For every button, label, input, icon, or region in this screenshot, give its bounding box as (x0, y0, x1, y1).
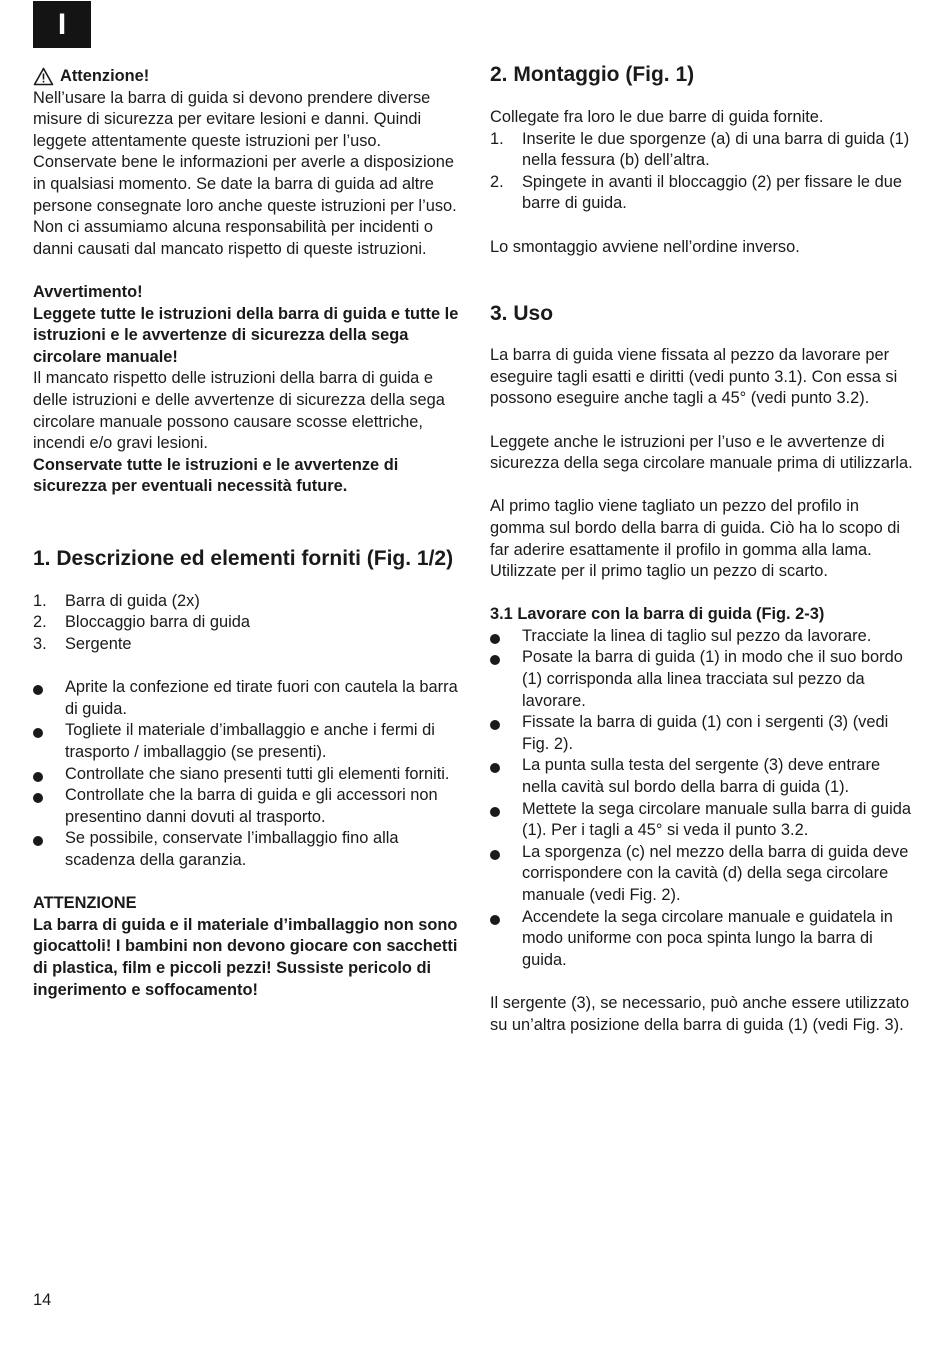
language-tab: I (33, 1, 91, 48)
list-item: Aprite la confezione ed tirate fuori con cautela la barra di guida. (33, 677, 461, 720)
list-item: 3. Sergente (33, 635, 132, 654)
left-column (33, 66, 461, 1001)
bullet-icon (490, 763, 500, 773)
list-item: Togliete il materiale d’imballaggio e anche i fermi di trasporto / imballaggio (se presenti). (33, 720, 461, 763)
section-3-1-outro: Il sergente (3), se necessario, può anche essere utilizzato su un’altra posizione della barra di guida (1) (vedi Fig. 3). (490, 993, 910, 1034)
list-item: Mettete la sega circolare manuale sulla barra di guida (1). Per i tagli a 45° si veda il punto 3.2. (490, 799, 918, 842)
list-item: La sporgenza (c) nel mezzo della barra di guida deve corrispondere con la cavità (d) della sega circolare manuale (vedi Fig. 2). (490, 842, 918, 907)
caution-title: ATTENZIONE (33, 894, 137, 913)
bullet-icon (33, 793, 43, 803)
right-column (490, 60, 918, 1036)
bullet-icon (490, 720, 500, 730)
bullet-icon (33, 685, 43, 695)
list-item: 1. Barra di guida (2x) (33, 591, 200, 610)
list-item: 2. Bloccaggio barra di guida (33, 613, 250, 632)
attention-heading (33, 66, 461, 88)
bullet-icon (490, 807, 500, 817)
attention-title: Attenzione! (60, 67, 150, 85)
list-item: Fissate la barra di guida (1) con i sergenti (3) (vedi Fig. 2). (490, 712, 918, 755)
page-number: 14 (33, 1291, 52, 1309)
bullet-icon (490, 850, 500, 860)
bullet-icon (33, 728, 43, 738)
bullet-icon (490, 655, 500, 665)
bullet-icon (490, 634, 500, 644)
list-item: Accendete la sega circolare manuale e guidatela in modo uniforme con poca spinta lungo la barra di guida. (490, 907, 918, 972)
section-2-outro: Lo smontaggio avviene nell’ordine inverso. (490, 237, 800, 256)
section-3-paragraph-2: Leggete anche le istruzioni per l’uso e le avvertenze di sicurezza della sega circolare manuale prima di utilizzarla. (490, 432, 913, 473)
list-item: 2. Spingete in avanti il bloccaggio (2) per fissare le due barre di guida. (490, 172, 902, 213)
list-item: Controllate che siano presenti tutti gli elementi forniti. (33, 764, 461, 786)
section-2-title: 2. Montaggio (Fig. 1) (490, 63, 695, 86)
unpacking-list (33, 677, 461, 871)
list-item: 1. Inserite le due sporgenze (a) di una barra di guida (1) nella fessura (b) dell’altra. (490, 129, 910, 170)
attention-text: Nell’usare la barra di guida si devono prendere diverse misure di sicurezza per evitare lesioni e danni. Quindi leggete attentamente queste istruzioni per l’uso. Conservate bene le informazioni per averle a disposizione in qualsiasi momento. Se date la barra di guida ad altre persone consegnate loro anche queste istruzioni per l’uso. Non ci assumiamo alcuna responsabilità per incidenti o danni causati dal mancato rispetto di queste istruzioni. (33, 88, 457, 258)
list-item: La punta sulla testa del sergente (3) deve entrare nella cavità sul bordo della barra di guida (1). (490, 755, 918, 798)
section-2-intro: Collegate fra loro le due barre di guida fornite. (490, 108, 824, 126)
list-item: Se possibile, conservate l’imballaggio fino alla scadenza della garanzia. (33, 828, 461, 871)
section-3-paragraph-3: Al primo taglio viene tagliato un pezzo del profilo in gomma sul bordo della barra di guida. Ciò ha lo scopo di far aderire esattamente il profilo in gomma alla lama. Utilizzate per il primo taglio un pezzo di scarto. (490, 497, 901, 581)
caution-text: La barra di guida e il materiale d’imballaggio non sono giocattoli! I bambini non devono giocare con sacchetti di plastica, film e piccoli pezzi! Sussiste pericolo di ingerimento e soffocamento! (33, 915, 458, 999)
section-1-title: 1. Descrizione ed elementi forniti (Fig. 1/2) (33, 546, 454, 570)
usage-list (490, 626, 918, 972)
warning-bold-text-2: Conservate tutte le istruzioni e le avvertenze di sicurezza per eventuali necessità future. (33, 455, 399, 496)
bullet-icon (33, 836, 43, 846)
assembly-steps (490, 129, 918, 215)
bullet-icon (490, 915, 500, 925)
section-3-1-title: 3.1 Lavorare con la barra di guida (Fig. 2-3) (490, 605, 825, 624)
warning-text: Il mancato rispetto delle istruzioni della barra di guida e delle istruzioni e delle avvertenze di sicurezza della sega circolare manuale possono causare scosse elettriche, incendi e/o gravi lesioni. (33, 369, 445, 453)
list-item: Posate la barra di guida (1) in modo che il suo bordo (1) corrisponda alla linea tracciata sul pezzo da lavorare. (490, 647, 918, 712)
list-item: Tracciate la linea di taglio sul pezzo da lavorare. (490, 626, 918, 648)
warning-bold-text: Leggete tutte le istruzioni della barra di guida e tutte le istruzioni e le avvertenze di sicurezza della sega circolare manuale! (33, 304, 459, 366)
section-3-paragraph-1: La barra di guida viene fissata al pezzo da lavorare per eseguire tagli esatti e diritti (vedi punto 3.1). Con essa si possono eseguire anche tagli a 45° (vedi punto 3.2). (490, 346, 898, 408)
bullet-icon (33, 772, 43, 782)
warning-triangle-icon (33, 67, 54, 86)
warning-title: Avvertimento! (33, 282, 143, 301)
parts-list (33, 591, 461, 656)
section-3-title: 3. Uso (490, 302, 554, 326)
list-item: Controllate che la barra di guida e gli accessori non presentino danni dovuti al trasporto. (33, 785, 461, 828)
